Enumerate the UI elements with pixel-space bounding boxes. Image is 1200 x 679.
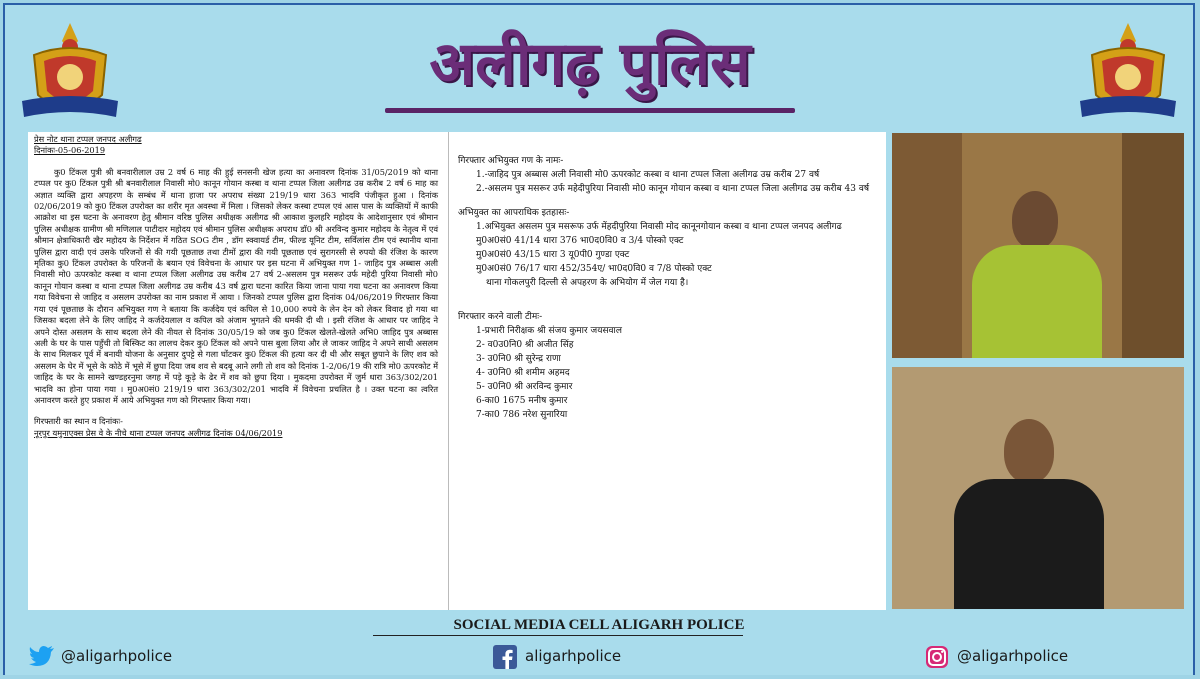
- team-member: 3- उ0नि0 श्री सुरेन्द्र राणा: [476, 354, 561, 364]
- instagram-icon: [925, 645, 951, 667]
- header: [5, 5, 1193, 131]
- instagram-handle-block[interactable]: [925, 645, 1068, 667]
- team-heading: गिरफ्तार करने वाली टीमः-: [458, 312, 543, 322]
- team-member: 7-का0 786 नरेश सुनारिया: [476, 410, 568, 420]
- title-underline: [385, 108, 795, 113]
- accused-heading: गिरफ्तार अभियुक्त गण के नामः-: [458, 156, 564, 166]
- press-note-heading: प्रेस नोट थाना टप्पल जनपद अलीगढ: [34, 134, 142, 144]
- press-note-paragraph: कु0 टिंकल पुत्री श्री बनवारीलाल उम्र 2 वर्ष 6 माह की हुई सनसनी खेज हत्या का अनावरण दिनांक 31/05/2019 को थाना टप्पल पर कु0 टिंकल पुत्री श्री बनवारीलाल निवासी मो0 कानून गोयान कस्बा व थाना टप्पल जिला अलीगढ उम्र करीब 2 वर्ष 6 माह का अज्ञात व्यक्ति द्वारा अपहरण के सम्बंध में थाना हाजा पर अपराध संख्या 219/19 धारा 363 भादवि पंजीकृत हुआ । दिनांक 02/06/2019 को कु0 टिंकल उपरोक्त का शरीर मृत अवस्था में मिला । जिसको लेकर कस्बा टप्पल एवं आस पास के व्यक्तियों में काफी आक्रोश था इस घटना के अनावरण हेतु श्रीमान वरिष्ठ पुलिस अधीक्षक अलीगढ श्री आकाश कुलहरि महोदय के आदेशानुसार एवं श्रीमान पुलिस अधीक्षक ग्रामीण श्री मणिलाल पाटीदार महोदय एवं श्रीमान पुलिस अधीक्षक अपराध डॉ0 श्री अरविन्द कुमार महोदय के नेतृत्व में एवं श्रीमान क्षेत्राधिकारी खैर महोदय के निर्देशन में गठित SOG टीम , डॉग स्क्वायर्ड टीम, फील्ड यूनिट टीम, सर्विलांस टीम एवं स्थानीय थाना पुलिस द्वारा वादी एवं उसके परिजनों से की गयी पूछताछ तथा टीमों द्वारा की गयी पूछताछ एवं सुरागरसी से रुपयो की रंजिश के कारण मृतिका कु0 टिंकल उपरोक्त के परिजनों के बयान एवं विवेचना के आधार पर इस घटना में अभियुक्त गण 1- जाहिद पुत्र अब्बास अली निवासी मो0 ऊपरकोट कस्बा व थाना टप्पल जिला अलीगढ उम्र करीब 27 वर्ष 2-असलम पुत्र मसरूर उर्फ महेदी पुरिया निवासी मो0 कानून गोयान कस्बा व थाना टप्पल जिला अलीगढ उम्र करीब 43 वर्ष द्वारा घटना कारित किया जाना पाया गया घटना का अनावरण किया गया विवेचना से जाहिद व असलम उपरोक्त का नाम प्रकाश में आया । जिनको टप्पल पुलिस द्वारा दिनांक 04/06/2019 गिरफ्तार किया गया एवं पूछताछ के दौरान अभियुक्त गण ने बताया कि कर्जदेय एवं कपिल से 10,000 रुपये के लेन देन को लेकर विवाद हो गया था जिसका बदला लेने के लिए जाहिद ने कर्जदेयलाल व कपिल को अंजाम भुगतने की धमकी दी थी । इसी रंजिश के आधार पर जाहिद ने अपने दोस्त असलम के साथ बदला लेने की नीयत से दिनांक 30/05/19 को जब कु0 टिंकल खेलते-खेलते अभि0 जाहिद पुत्र अब्बास अली के घर के पास पहुँची तो बिस्किट का लालच देकर कु0 टिंकल को अपने पास बुला लिया और ले जाकर जाहिद ने अपने साथी असलम के साथ मिलकर पूर्व में बनायी योजना के अनुसार दुपट्टे से गला घोंटकर कु0 टिंकल की हत्या कर दी थी और सबूत छुपाने के लिए शव को असलम के घेर में भूसे के कोठे में भूसे में छुपा दिया जब शव से बदबू आने लगी तो शव को दिनांक 1-2/06/19 की रात्रि मो0 ऊपरकोट में जाहिद के घर के सामने खण्डहरनुमा जगह में पड़े कूड़े के ढेर में शव को छुपा दिया । मुकदमा उपरोक्त में जुर्म धारा 363/302/201 भादवि का होना पाया गया । मु0अ0सं0 219/19 धारा 363/302/201 भादवि में विवेचना प्रचलित है । उक्त घटना का त्वरित अनावरण करते हुए प्रकाश में आये अभियुक्त गण को गिरफ्तार किया गया।: [34, 166, 438, 405]
- accused-item: 2.-असलम पुत्र मसरूर उर्फ महेदीपुरिया निवासी मो0 कानून गोयान कस्बा व थाना टप्पल जिला अलीगढ उम्र करीब 43 वर्ष: [476, 184, 870, 194]
- twitter-handle: @aligarhpolice: [61, 647, 173, 665]
- poster-frame: [3, 3, 1195, 675]
- arrest-place-label: गिरफ्तारी का स्थान व दिनांकः-: [34, 416, 123, 427]
- history-heading: अभियुक्त का आपराधिक इतहासः-: [458, 208, 570, 218]
- instagram-handle: @aligarhpolice: [957, 647, 1069, 665]
- team-member: 1-प्रभारी निरीक्षक श्री संजय कुमार जयसवाल: [476, 326, 622, 336]
- twitter-icon: [29, 645, 55, 667]
- accused-item: 1.-जाहिद पुत्र अब्बास अली निवासी मो0 ऊपरकोट कस्बा व थाना टप्पल जिला अलीगढ उम्र करीब 27 वर्ष: [476, 170, 820, 180]
- case-item: मु0अ0सं0 76/17 धारा 452/354ए/ भा0द0वि0 व 7/8 पोस्को एक्ट: [476, 264, 712, 274]
- accused-photo-1: [892, 133, 1184, 358]
- history-intro: 1.अभियुक्त असलम पुत्र मसरूफ उर्फ मेंहदीपुरिया निवासी मोद कानूनगोयान कस्बा व थाना टप्पल जनपद अलीगढ: [476, 222, 842, 232]
- case-item: मु0अ0सं0 41/14 धारा 376 भा0द0वि0 व 3/4 पोस्को एक्ट: [476, 236, 684, 246]
- press-note-column: [34, 134, 438, 439]
- arrest-place: नूरपुर यमुनाएक्स प्रेस वे के नीचे थाना टप्पल जनपद अलीगढ दिनांक 04/06/2019: [34, 427, 283, 438]
- team-member: 2- व0उ0नि0 श्री अजीत सिंह: [476, 340, 574, 350]
- footer: [5, 613, 1193, 675]
- details-column: [458, 154, 878, 422]
- footer-title: SOCIAL MEDIA CELL ALIGARH POLICE: [453, 617, 745, 633]
- up-police-logo-right: [1078, 21, 1178, 129]
- team-member: 5- उ0नि0 श्री अरविन्द कुमार: [476, 382, 573, 392]
- jail-note: थाना गोकलपुरी दिल्ली से अपहरण के अभियोग में जेल गया है।: [486, 278, 689, 288]
- press-note-panel: [28, 132, 886, 610]
- column-divider: [448, 132, 449, 610]
- footer-rule: [373, 635, 743, 636]
- facebook-handle: aligarhpolice: [525, 647, 622, 665]
- facebook-icon: [493, 645, 519, 667]
- page-title: अलीगढ़ पुलिस: [429, 29, 751, 99]
- accused-photo-2: [892, 367, 1184, 609]
- press-note-date: दिनांकः-05-06-2019: [34, 145, 106, 156]
- title-block: [365, 19, 815, 119]
- up-police-logo-left: [20, 21, 120, 129]
- team-member: 4- उ0नि0 श्री शमीम अहमद: [476, 368, 570, 378]
- team-member: 6-का0 1675 मनीष कुमार: [476, 396, 568, 406]
- twitter-handle-block[interactable]: [29, 645, 172, 667]
- facebook-handle-block[interactable]: [493, 645, 621, 667]
- case-item: मु0अ0सं0 43/15 धारा 3 यू0पी0 गुण्डा एक्ट: [476, 250, 630, 260]
